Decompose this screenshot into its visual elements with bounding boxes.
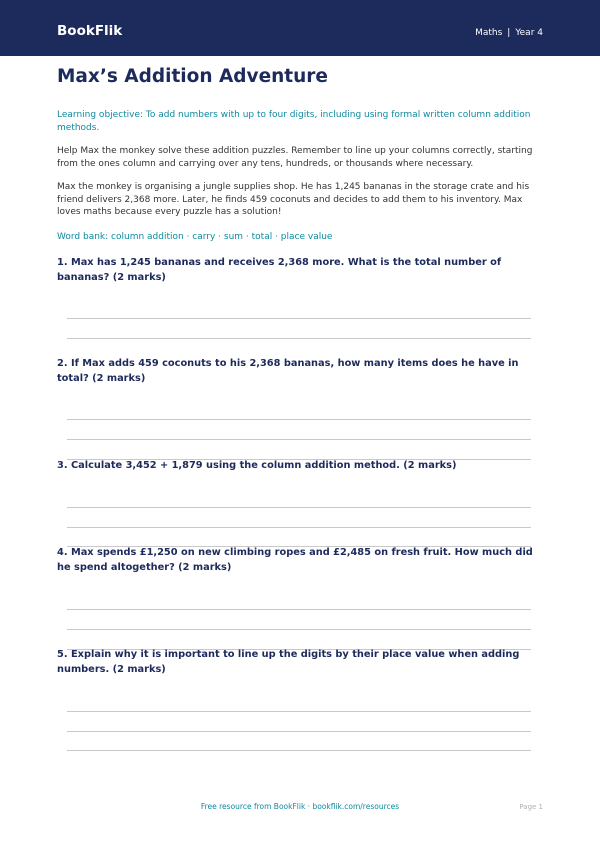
answer-line[interactable] <box>67 439 531 440</box>
worksheet-title: Max’s Addition Adventure <box>57 66 328 87</box>
answer-line[interactable] <box>67 711 531 712</box>
worksheet-intro <box>57 67 543 242</box>
footer-resource-link[interactable]: Free resource from BookFlik · bookflik.com/resources <box>200 802 400 811</box>
word-bank: Word bank: column addition · carry · sum · total · place value <box>57 231 333 242</box>
answer-line[interactable] <box>67 609 531 610</box>
answer-line[interactable] <box>67 731 531 732</box>
meta-separator: | <box>507 28 511 38</box>
subject-year-label <box>475 28 543 38</box>
learning-objective: Learning objective: To add numbers with up to four digits, including using formal written column addition methods. <box>57 110 531 133</box>
question-3: 3. Calculate 3,452 + 1,879 using the column addition method. (2 marks) <box>57 460 457 471</box>
question-5: 5. Explain why it is important to line up the digits by their place value when adding numbers. (2 marks) <box>57 649 520 675</box>
question-1: 1. Max has 1,245 bananas and receives 2,368 more. What is the total number of bananas? (2 marks) <box>57 257 502 283</box>
answer-line[interactable] <box>67 629 531 630</box>
question-2: 2. If Max adds 459 coconuts to his 2,368 bananas, how many items does he have in total? (2 marks) <box>57 358 519 384</box>
answer-line[interactable] <box>67 527 531 528</box>
year-label: Year 4 <box>515 28 543 38</box>
story-paragraph: Max the monkey is organising a jungle supplies shop. He has 1,245 bananas in the storage crate and his friend delivers 2,368 more. Later, he finds 459 coconuts and decides to add them to his inventory. Max loves maths because every puzzle has a solution! <box>57 182 530 217</box>
answer-line[interactable] <box>67 419 531 420</box>
intro-paragraph: Help Max the monkey solve these addition puzzles. Remember to line up your columns correctly, starting from the ones column and carrying over any tens, hundreds, or thousands where necessary. <box>57 146 533 169</box>
question-4: 4. Max spends £1,250 on new climbing ropes and £2,485 on fresh fruit. How much did he spend altogether? (2 marks) <box>57 547 533 573</box>
answer-line[interactable] <box>67 338 531 339</box>
answer-line[interactable] <box>67 507 531 508</box>
brand-logo: BookFlik <box>57 23 123 39</box>
subject-label: Maths <box>475 28 503 38</box>
page-number: Page 1 <box>519 803 543 811</box>
answer-line[interactable] <box>67 318 531 319</box>
answer-line[interactable] <box>67 750 531 751</box>
header-bar <box>0 0 600 56</box>
